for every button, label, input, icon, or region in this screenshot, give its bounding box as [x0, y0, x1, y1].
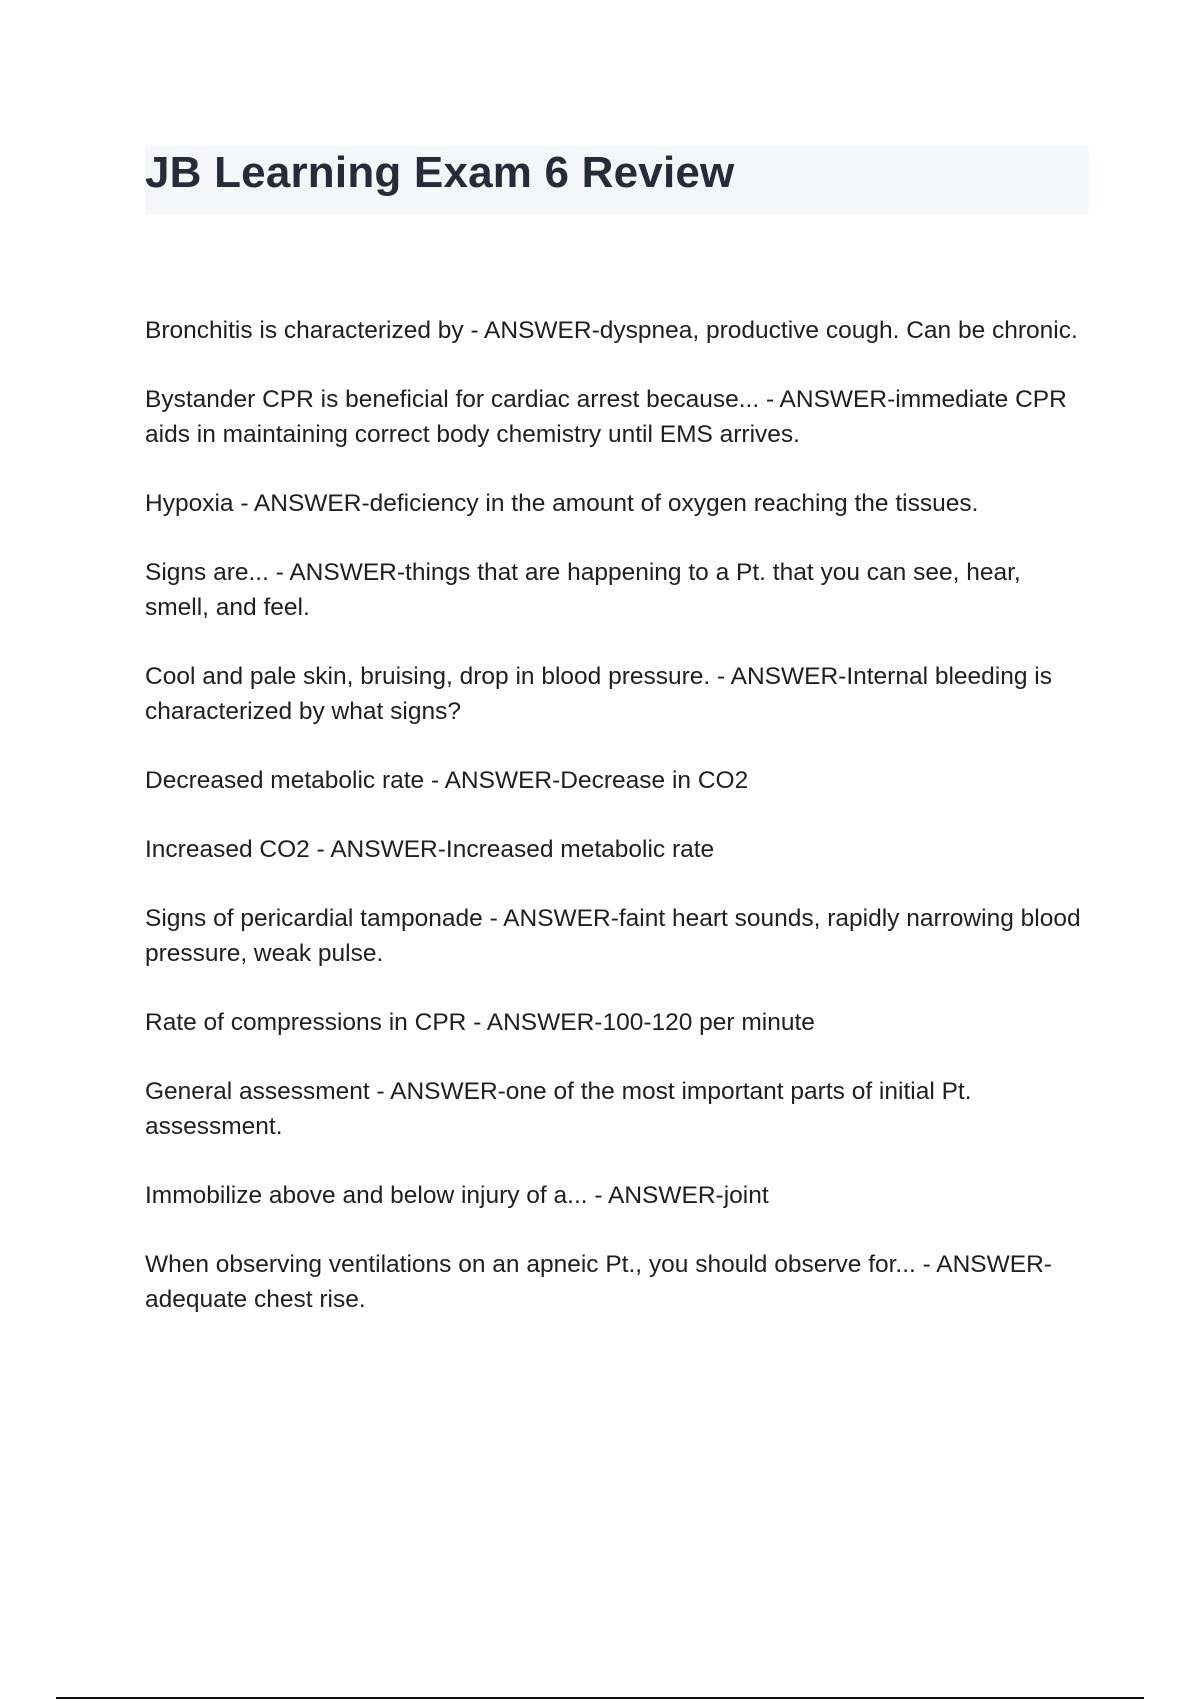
qa-item: Bronchitis is characterized by - ANSWER-dyspnea, productive cough. Can be chronic. — [145, 317, 1078, 344]
qa-item: Signs are... - ANSWER-things that are happening to a Pt. that you can see, hear, smell, and feel. — [145, 559, 1021, 621]
qa-item: Immobilize above and below injury of a... - ANSWER-joint — [145, 1182, 769, 1209]
qa-item: Rate of compressions in CPR - ANSWER-100-120 per minute — [145, 1009, 815, 1036]
qa-item: Signs of pericardial tamponade - ANSWER-faint heart sounds, rapidly narrowing blood pressure, weak pulse. — [145, 905, 1081, 967]
qa-list — [145, 313, 1090, 1351]
qa-item: Cool and pale skin, bruising, drop in blood pressure. - ANSWER-Internal bleeding is characterized by what signs? — [145, 663, 1052, 725]
qa-item: When observing ventilations on an apneic Pt., you should observe for... - ANSWER-adequate chest rise. — [145, 1251, 1052, 1313]
qa-item: Increased CO2 - ANSWER-Increased metabolic rate — [145, 836, 715, 863]
qa-item: Bystander CPR is beneficial for cardiac arrest because... - ANSWER-immediate CPR aids in maintaining correct body chemistry until EMS arrives. — [145, 386, 1067, 448]
qa-item: Decreased metabolic rate - ANSWER-Decrease in CO2 — [145, 767, 749, 794]
document-title: JB Learning Exam 6 Review — [145, 148, 735, 197]
footer-divider — [56, 1697, 1144, 1699]
qa-item: Hypoxia - ANSWER-deficiency in the amount of oxygen reaching the tissues. — [145, 490, 979, 517]
qa-item: General assessment - ANSWER-one of the most important parts of initial Pt. assessment. — [145, 1078, 972, 1140]
